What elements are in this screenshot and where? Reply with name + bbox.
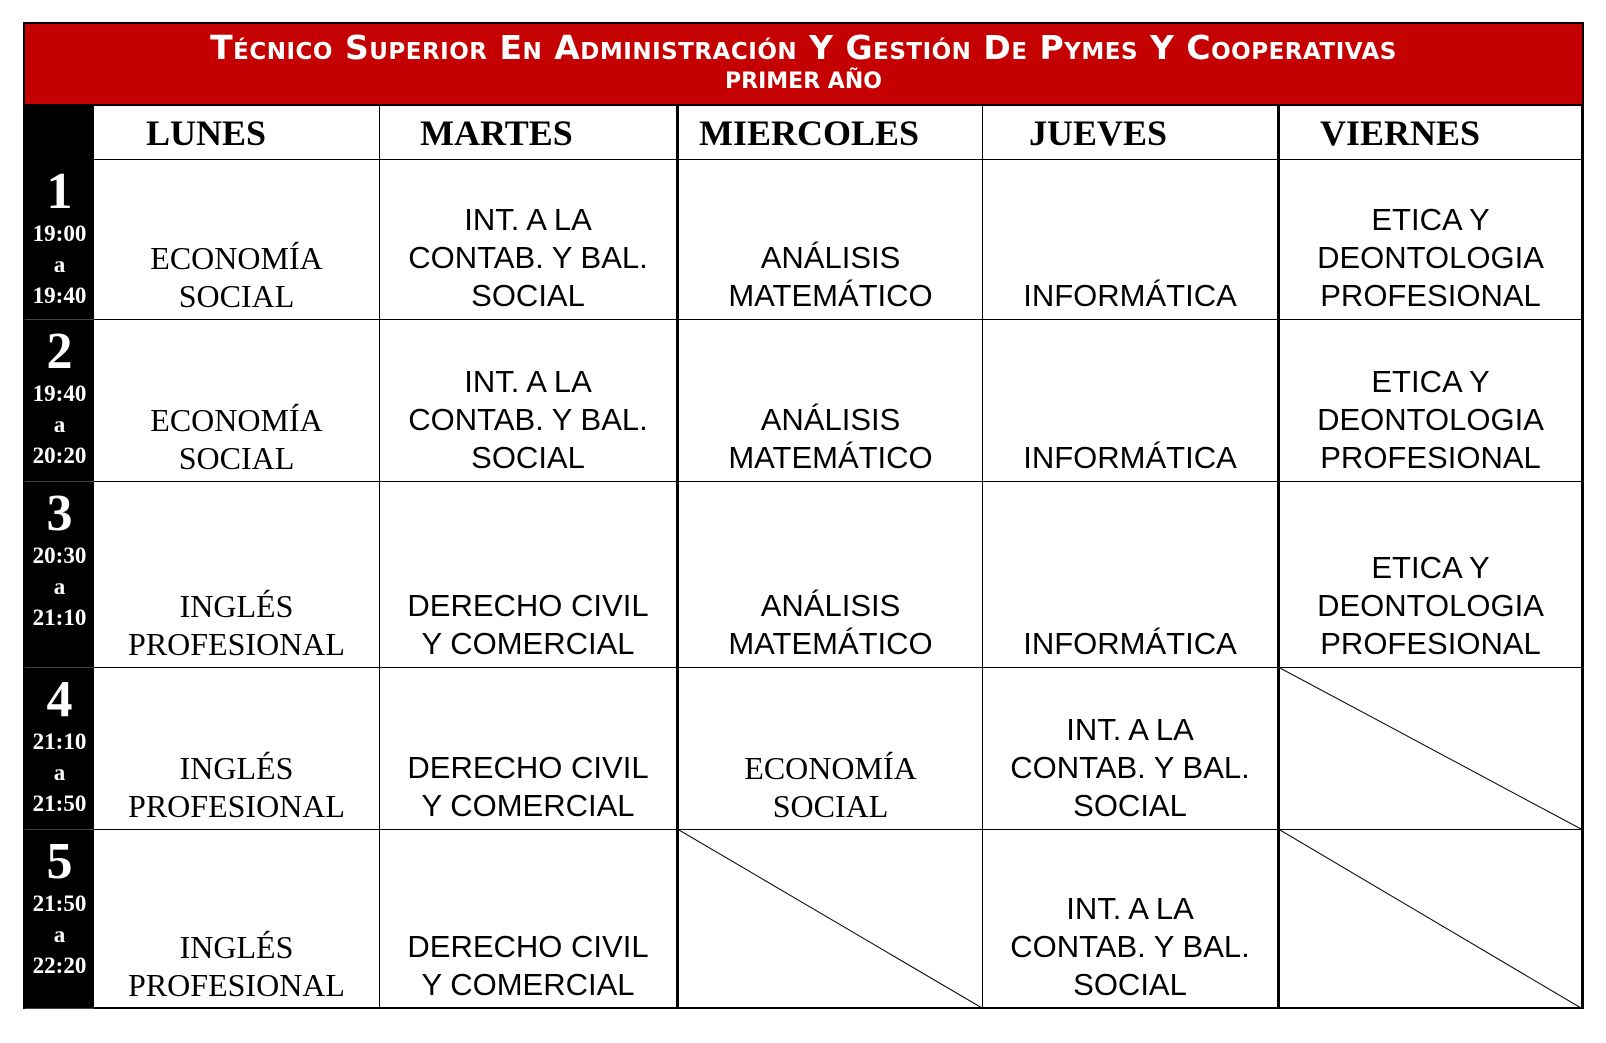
period-start: 21:10 xyxy=(32,729,87,754)
class-cell xyxy=(94,830,380,1009)
subject-line: INGLÉS xyxy=(179,929,294,965)
empty-slot xyxy=(1278,668,1582,830)
period-end: 21:50 xyxy=(32,791,87,816)
period-sep: a xyxy=(53,252,66,277)
subject-line: PROFESIONAL xyxy=(128,967,345,1003)
class-cell xyxy=(94,160,380,320)
subject-line: Y COMERCIAL xyxy=(421,626,635,661)
period-sep: a xyxy=(53,574,66,599)
class-cell xyxy=(983,668,1278,830)
period-2 xyxy=(25,320,94,482)
day-header-viernes: VIERNES xyxy=(1278,106,1582,160)
empty-slot-diagonal xyxy=(1280,668,1581,829)
day-header-jueves: JUEVES xyxy=(983,106,1278,160)
period-3 xyxy=(25,482,94,668)
subject-line: DERECHO CIVIL xyxy=(407,750,649,785)
period-end: 19:40 xyxy=(32,283,87,308)
subject-line: Y COMERCIAL xyxy=(421,967,635,1002)
subject-line: PROFESIONAL xyxy=(128,788,345,824)
period-sep: a xyxy=(53,922,66,947)
subject-line: ECONOMÍA xyxy=(150,402,323,438)
class-cell xyxy=(380,160,677,320)
subject-line: PROFESIONAL xyxy=(1320,440,1541,475)
diagonal-line xyxy=(679,830,982,1008)
subject-line: INT. A LA xyxy=(464,202,592,237)
subject-line: ETICA Y xyxy=(1371,202,1490,237)
subject-line: INT. A LA xyxy=(464,364,592,399)
period-end: 22:20 xyxy=(32,953,87,978)
subject-line: Y COMERCIAL xyxy=(421,788,635,823)
page-subtitle: PRIMER AÑO xyxy=(725,69,882,94)
period-number: 5 xyxy=(46,833,73,890)
period-number: 1 xyxy=(46,163,73,220)
subject-line: MATEMÁTICO xyxy=(728,278,933,313)
period-start: 21:50 xyxy=(32,891,87,916)
class-cell xyxy=(94,482,380,668)
subject-line: DEONTOLOGIA xyxy=(1317,588,1544,623)
subject-line: CONTAB. Y BAL. xyxy=(1010,929,1250,964)
subject-line: INFORMÁTICA xyxy=(1023,626,1237,661)
subject-line: SOCIAL xyxy=(772,788,889,824)
day-header-lunes: LUNES xyxy=(94,106,380,160)
class-cell xyxy=(1278,160,1582,320)
class-cell xyxy=(380,830,677,1009)
class-cell xyxy=(677,482,983,668)
page-title: Técnico Superior En Administración Y Gestión De Pymes Y Cooperativas xyxy=(210,28,1397,67)
subject-line: SOCIAL xyxy=(1073,788,1187,823)
subject-line: INGLÉS xyxy=(179,750,294,786)
day-header-miercoles: MIERCOLES xyxy=(677,106,983,160)
schedule-page xyxy=(23,22,1584,1009)
subject-line: CONTAB. Y BAL. xyxy=(1010,750,1250,785)
period-sep: a xyxy=(53,412,66,437)
subject-line: PROFESIONAL xyxy=(128,626,345,662)
class-cell xyxy=(677,668,983,830)
period-start: 19:00 xyxy=(32,221,87,246)
subject-line: PROFESIONAL xyxy=(1320,626,1541,661)
class-cell xyxy=(94,320,380,482)
period-sep: a xyxy=(53,760,66,785)
subject-line: INGLÉS xyxy=(179,588,294,624)
class-cell xyxy=(677,320,983,482)
subject-line: SOCIAL xyxy=(178,278,295,314)
subject-line: CONTAB. Y BAL. xyxy=(408,240,648,275)
period-4 xyxy=(25,668,94,830)
period-start: 20:30 xyxy=(32,543,87,568)
title-banner xyxy=(25,24,1582,106)
subject-line: SOCIAL xyxy=(178,440,295,476)
subject-line: ECONOMÍA xyxy=(150,240,323,276)
class-cell xyxy=(380,320,677,482)
empty-slot-diagonal xyxy=(679,830,982,1008)
class-cell xyxy=(983,160,1278,320)
class-cell xyxy=(983,320,1278,482)
subject-line: ANÁLISIS xyxy=(760,240,901,275)
class-cell xyxy=(1278,320,1582,482)
subject-line: ANÁLISIS xyxy=(760,402,901,437)
period-5 xyxy=(25,830,94,1009)
period-number: 2 xyxy=(46,323,73,380)
period-end: 21:10 xyxy=(32,605,87,630)
period-1 xyxy=(25,160,94,320)
corner-cell xyxy=(25,106,94,160)
class-cell xyxy=(983,482,1278,668)
class-cell xyxy=(380,482,677,668)
class-cell xyxy=(983,830,1278,1009)
class-cell xyxy=(677,160,983,320)
empty-slot-diagonal xyxy=(1280,830,1581,1008)
class-cell xyxy=(94,668,380,830)
subject-line: ANÁLISIS xyxy=(760,588,901,623)
subject-line: PROFESIONAL xyxy=(1320,278,1541,313)
period-number: 3 xyxy=(46,485,73,542)
subject-line: MATEMÁTICO xyxy=(728,626,933,661)
subject-line: INT. A LA xyxy=(1066,891,1194,926)
subject-line: DERECHO CIVIL xyxy=(407,588,649,623)
subject-line: DERECHO CIVIL xyxy=(407,929,649,964)
subject-line: DEONTOLOGIA xyxy=(1317,240,1544,275)
subject-line: SOCIAL xyxy=(1073,967,1187,1002)
subject-line: ETICA Y xyxy=(1371,364,1490,399)
subject-line: SOCIAL xyxy=(471,278,585,313)
subject-line: ECONOMÍA xyxy=(744,750,917,786)
period-end: 20:20 xyxy=(32,443,87,468)
timetable-grid xyxy=(25,106,1582,1009)
subject-line: INFORMÁTICA xyxy=(1023,440,1237,475)
subject-line: CONTAB. Y BAL. xyxy=(408,402,648,437)
subject-line: ETICA Y xyxy=(1371,550,1490,585)
diagonal-line xyxy=(1280,668,1581,829)
class-cell xyxy=(1278,482,1582,668)
subject-line: INFORMÁTICA xyxy=(1023,278,1237,313)
diagonal-line xyxy=(1280,830,1581,1008)
empty-slot xyxy=(1278,830,1582,1009)
day-header-martes: MARTES xyxy=(380,106,677,160)
subject-line: SOCIAL xyxy=(471,440,585,475)
period-start: 19:40 xyxy=(32,381,87,406)
subject-line: MATEMÁTICO xyxy=(728,440,933,475)
subject-line: DEONTOLOGIA xyxy=(1317,402,1544,437)
subject-line: INT. A LA xyxy=(1066,712,1194,747)
class-cell xyxy=(380,668,677,830)
period-number: 4 xyxy=(46,671,73,728)
empty-slot xyxy=(677,830,983,1009)
